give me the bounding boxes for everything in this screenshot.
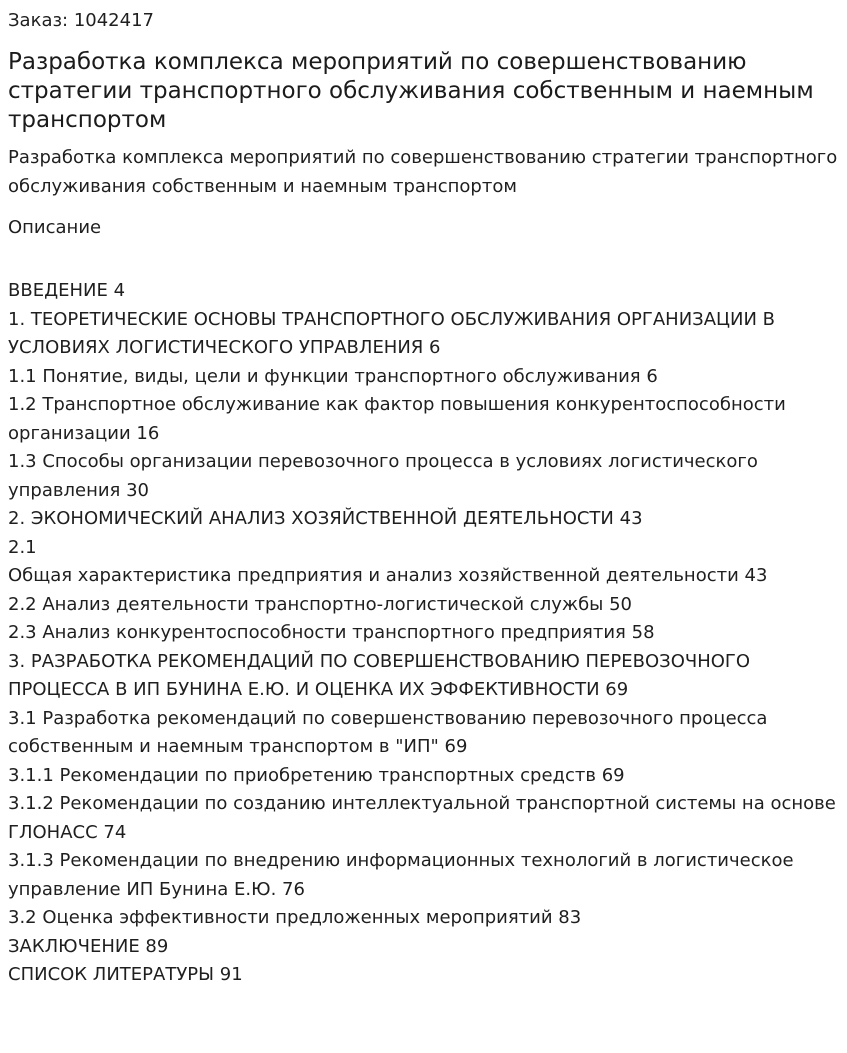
toc-item: 1.3 Способы организации перевозочного процесса в условиях логистического управления 30 [8, 451, 758, 501]
toc-item: 3.2 Оценка эффективности предложенных мероприятий 83 [8, 907, 582, 928]
toc-item: 1. ТЕОРЕТИЧЕСКИЕ ОСНОВЫ ТРАНСПОРТНОГО ОБСЛУЖИВАНИЯ ОРГАНИЗАЦИИ В УСЛОВИЯХ ЛОГИСТИЧЕСКОГО УПРАВЛЕНИЯ 6 [8, 308, 775, 358]
toc-item: 1.1 Понятие, виды, цели и функции транспортного обслуживания 6 [8, 365, 658, 387]
toc-item: 3.1.2 Рекомендации по созданию интеллектуальной транспортной системы на основе ГЛОНАСС 74 [8, 793, 836, 843]
toc-item: 2.3 Анализ конкурентоспособности транспортного предприятия 58 [8, 622, 655, 643]
toc-item: 2. ЭКОНОМИЧЕСКИЙ АНАЛИЗ ХОЗЯЙСТВЕННОЙ ДЕЯТЕЛЬНОСТИ 43 [8, 508, 643, 529]
toc-item: ЗАКЛЮЧЕНИЕ 89 [8, 935, 169, 957]
toc-item: 3.1.3 Рекомендации по внедрению информационных технологий в логистическое управление ИП Бунина Е.Ю. 76 [8, 850, 794, 900]
toc-item: 2.2 Анализ деятельности транспортно-логистической службы 50 [8, 593, 633, 615]
toc-item: 3.1.1 Рекомендации по приобретению транспортных средств 69 [8, 764, 625, 786]
toc-item: Общая характеристика предприятия и анализ хозяйственной деятельности 43 [8, 565, 768, 586]
toc-item: СПИСОК ЛИТЕРАТУРЫ 91 [8, 964, 243, 985]
page-title: Разработка комплекса мероприятий по совершенствованию стратегии транспортного обслуживания собственным и наемным транспортом [8, 49, 814, 133]
description-heading: Описание [8, 217, 102, 238]
order-number: Заказ: 1042417 [8, 10, 154, 31]
toc-item: 3. РАЗРАБОТКА РЕКОМЕНДАЦИЙ ПО СОВЕРШЕНСТВОВАНИЮ ПЕРЕВОЗОЧНОГО ПРОЦЕССА В ИП БУНИНА Е.Ю. И ОЦЕНКА ИХ ЭФФЕКТИВНОСТИ 69 [8, 650, 751, 700]
table-of-contents [8, 277, 843, 990]
toc-item: 2.1 [8, 536, 37, 558]
toc-item: 3.1 Разработка рекомендаций по совершенствованию перевозочного процесса собственным и наемным транспортом в "ИП" 69 [8, 707, 768, 757]
toc-item: ВВЕДЕНИЕ 4 [8, 280, 126, 301]
toc-item: 1.2 Транспортное обслуживание как фактор повышения конкурентоспособности организации 16 [8, 394, 786, 444]
page-subtitle: Разработка комплекса мероприятий по совершенствованию стратегии транспортного обслуживания собственным и наемным транспортом [8, 147, 838, 197]
